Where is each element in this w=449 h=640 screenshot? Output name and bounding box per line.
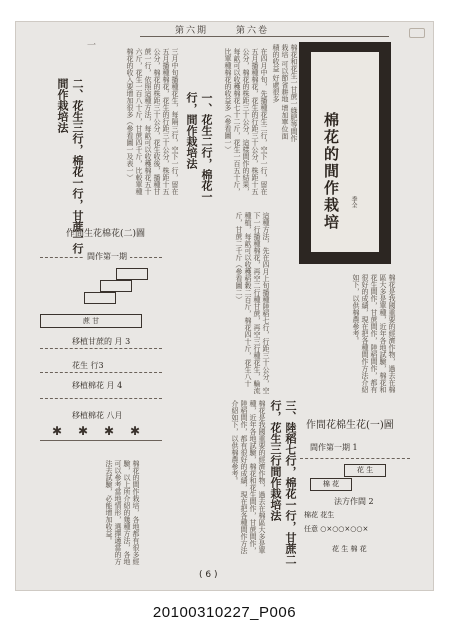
fig-left-item-3: 移植甘蔗的 月 3: [72, 337, 131, 346]
fig-left-row2-line: [40, 348, 162, 349]
cover-tagline: 棉花和花生一甘蔗一綠肥等間作栽培 可以節省耕地 增加單位面積的收益 好處很多: [272, 44, 298, 142]
center-text-mid: 這種方法，先在四月上旬播種陸稻七行，行距三十公分，空下一行播種棉花，再空二行種甘蔗，再空三行種花生，輪流種植，每畝可以收穫稻穀二百斤，棉花四十斤，花生八十斤，甘蔗二千斤（參看圖二）: [235, 212, 270, 394]
section2-body: 三月中旬播種花生，每隔三行，空下一行，留在五月播種棉花，花生的行距三十公分，株距十五公分，棉花的株距三十公分，花生收後，播種甘蔗一行，依照這種方法，每畝可以收穫棉花五十六斤，花生一百八十斤，甘蔗四千斤，比較單種棉花的收入要增加很多（參看圖一及表一）: [126, 48, 179, 195]
left-text-bottom: 棉花的間作栽培，各地都有很多經驗，以上所介紹的幾種方法，各地可以參考當地情形，選擇適當的方法去試驗，必能增加收益。: [105, 460, 140, 565]
left-mark: 一: [85, 40, 95, 49]
image-caption: 20100310227_P006: [152, 604, 297, 621]
cover-author: 季全: [350, 196, 357, 208]
header-issue: 第六期: [175, 26, 209, 36]
center-text-bottom: 棉花是我國重要的經濟作物，過去在棉區大多是單種，近年各地試驗，棉花和花生間作，甘蔗間作，陸稻間作，都有很好的成績，現在把各種間作方法介紹如下，以供棉農參考。: [231, 400, 266, 554]
section1-title: 一、花生二行，棉花一行，間作栽培法: [185, 92, 213, 202]
fig-right-box-1: 花 生: [344, 464, 386, 477]
fig-left-row4-line: [40, 398, 162, 399]
section3-title: 三、陸稻七行，棉花一行，甘蔗二行，花生三行間作栽培法: [269, 400, 297, 565]
fig-right-item-4: 棉花 花生: [304, 511, 335, 519]
plant-icon: ✱: [104, 424, 115, 438]
fig-left-ground: [40, 440, 162, 441]
fig-left-item-5: 移植棉花 月 4: [72, 381, 123, 390]
fig-right-item-3: 法方作間 2: [334, 497, 374, 506]
binding-mark: [409, 28, 425, 38]
fig-right-item-6: 花 生 棉 花: [332, 545, 367, 553]
header-volume: 第六卷: [236, 26, 270, 36]
section2-title: 二、花生三行，棉花一行，甘蔗一行間作栽培法: [56, 78, 84, 254]
fig-left-item-4: 花生 行3: [72, 361, 104, 370]
fig-right-title: 作間花棉生花(一)圖: [306, 420, 394, 431]
fig-left-title: 作間生花棉花(二)圖: [66, 229, 146, 239]
fig-right-item-0: 間作第一期 1: [310, 443, 358, 452]
plant-icon: ✱: [78, 424, 89, 438]
header-rule: [140, 36, 389, 37]
fig-left-step-1: [116, 268, 148, 280]
fig-right-line: [300, 458, 410, 459]
intro-text: 棉花是我國重要的經濟作物，過去在棉區大多是單種，近年各地試驗，棉花和花生間作，甘蔗間作，陸稻間作，都有很好的成績，現在把各種間作方法介紹如下，以供棉農參考。: [352, 274, 396, 393]
fig-left-item-7: 移植棉花 八月: [72, 411, 123, 420]
fig-left-step-3: [84, 292, 116, 304]
fig-right-item-5: 任意 ○×○○×○○×: [304, 525, 369, 533]
cover-title: 棉花的間作栽培: [322, 112, 340, 231]
page-number: ( 6 ): [199, 570, 218, 580]
fig-left-step-2: [100, 280, 132, 292]
section1-continued: 在四月中旬，先播種花生二行，空下一行，留在五月播種棉花，花生的行距三十公分，株距十五公分，棉花的株距三十公分，這樣間作的結果，每畝可以收穫棉花七十二斤，花生一百五十斤，比單種棉花的收益多（參看圖一）: [224, 48, 268, 195]
fig-left-row3-line: [40, 372, 162, 373]
plant-icon: ✱: [52, 424, 63, 438]
fig-right-box-2: 棉 花: [310, 478, 352, 491]
fig-left-bar: 蔗 甘: [40, 314, 142, 328]
fig-left-item-1: 間作第一期: [84, 251, 130, 262]
plant-icon: ✱: [130, 424, 141, 438]
